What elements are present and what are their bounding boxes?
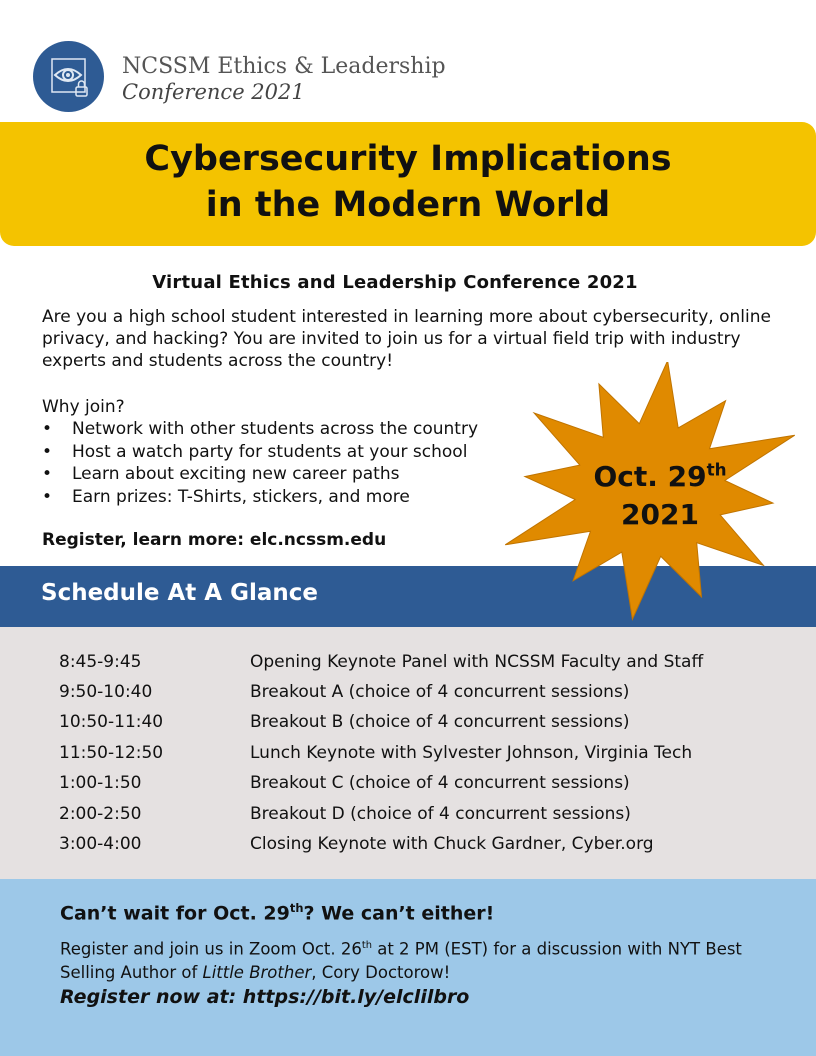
session-time: 8:45-9:45 <box>59 652 142 672</box>
register-link[interactable]: Register, learn more: elc.ncssm.edu <box>42 530 387 550</box>
book-title: Little Brother <box>202 962 312 982</box>
bullet-icon: • <box>42 486 53 507</box>
table-row <box>0 804 816 834</box>
session-time: 9:50-10:40 <box>59 682 153 702</box>
event-date-suffix: th <box>706 459 727 480</box>
cory-doctorow-callout <box>0 879 816 1056</box>
event-date-year: 2021 <box>621 498 699 531</box>
title-line-2: in the Modern World <box>205 185 611 225</box>
bullet-icon: • <box>42 464 53 484</box>
bullet-icon: • <box>42 441 53 462</box>
header <box>0 0 816 120</box>
session-time: 2:00-2:50 <box>59 804 142 824</box>
session-time: 3:00-4:00 <box>59 834 142 854</box>
list-item: • Network with other students across the country <box>42 419 479 439</box>
register-now-link[interactable]: Register now at: https://bit.ly/elclilbro <box>60 986 470 1008</box>
page-title <box>0 122 816 228</box>
session-time: 1:00-1:50 <box>59 773 142 793</box>
session-description: Lunch Keynote with Sylvester Johnson, Virginia Tech <box>250 743 693 763</box>
org-subtitle: Conference 2021 <box>122 80 305 104</box>
title-line-1: Cybersecurity Implications <box>144 139 672 179</box>
session-description: Breakout A (choice of 4 concurrent sessions) <box>250 682 630 702</box>
why-join-heading: Why join? <box>42 397 125 417</box>
session-time: 11:50-12:50 <box>59 743 164 763</box>
intro-paragraph: Are you a high school student interested in learning more about cybersecurity, online privacy, and hacking? You are invited to join us for a virtual field trip with industry experts and students across the country! <box>42 307 771 371</box>
list-item: • Host a watch party for students at your school <box>42 441 468 462</box>
org-name: NCSSM Ethics & Leadership <box>122 54 446 79</box>
table-row <box>0 834 816 864</box>
schedule-table <box>0 627 816 879</box>
table-row <box>0 743 816 773</box>
schedule-title: Schedule At A Glance <box>41 580 318 606</box>
session-description: Breakout C (choice of 4 concurrent sessions) <box>250 773 630 793</box>
benefits-list <box>42 418 478 508</box>
logo <box>33 41 104 112</box>
title-banner <box>0 122 816 246</box>
callout-body: Register and join us in Zoom Oct. 26th at 2 PM (EST) for a discussion with NYT Best Selling Author of Little Brother, Cory Doctorow! <box>60 939 742 982</box>
list-item: • Earn prizes: T-Shirts, stickers, and more <box>42 486 410 507</box>
bullet-icon: • <box>42 419 53 439</box>
callout-heading: Can’t wait for Oct. 29th? We can’t either! <box>60 901 495 925</box>
event-date <box>560 458 760 534</box>
eye-lock-icon <box>33 41 104 112</box>
table-row <box>0 773 816 803</box>
list-item: • Learn about exciting new career paths <box>42 464 400 484</box>
table-row <box>0 682 816 712</box>
session-time: 10:50-11:40 <box>59 712 164 732</box>
conference-subtitle: Virtual Ethics and Leadership Conference 2021 <box>152 272 638 293</box>
table-row <box>0 712 816 742</box>
session-description: Breakout B (choice of 4 concurrent sessions) <box>250 712 630 732</box>
event-date-day: Oct. 29 <box>593 460 707 493</box>
table-row <box>0 652 816 682</box>
session-description: Opening Keynote Panel with NCSSM Faculty and Staff <box>250 652 704 672</box>
session-description: Breakout D (choice of 4 concurrent sessions) <box>250 804 631 824</box>
session-description: Closing Keynote with Chuck Gardner, Cyber.org <box>250 834 654 854</box>
